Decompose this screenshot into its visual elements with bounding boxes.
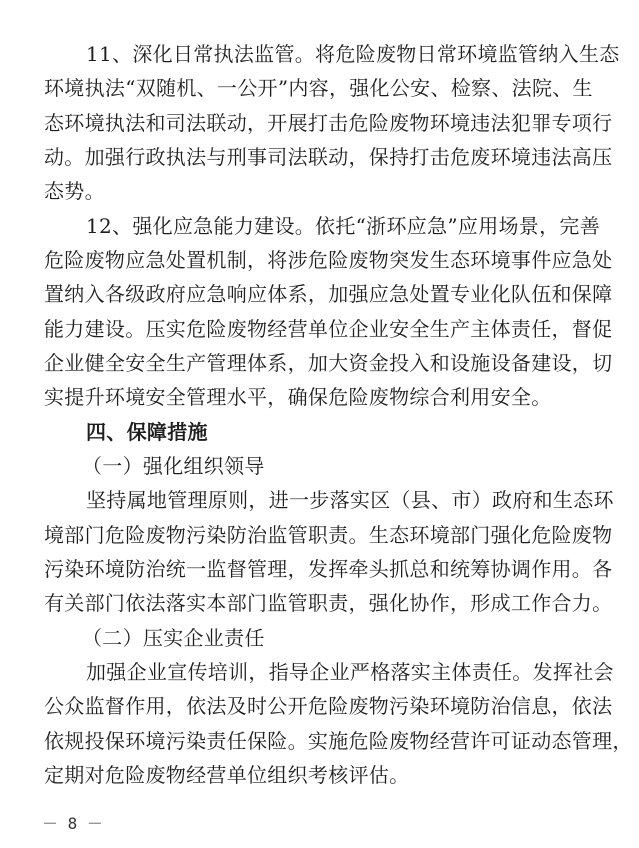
subsection-heading: （一）强化组织领导 [82, 454, 265, 478]
text-line: 能力建设。压实危险废物经营单位企业安全生产主体责任，督促 [44, 317, 613, 341]
text-line: 有关部门依法落实本部门监管职责，强化协作，形成工作合力。 [44, 591, 613, 615]
text-line: 危险废物应急处置机制，将涉危险废物突发生态环境事件应急处 [44, 248, 613, 272]
text-line: 依规投保环境污染责任保险。实施危险废物经营许可证动态管理， [44, 729, 633, 753]
text-line: 12、强化应急能力建设。依托“浙环应急”应用场景，完善 [86, 214, 600, 238]
text-line: 企业健全安全生产管理体系，加大资金投入和设施设备建设，切 [44, 351, 613, 375]
text-line: 11、深化日常执法监管。将危险废物日常环境监管纳入生态 [86, 42, 620, 66]
text-line: 环境执法“双随机、一公开”内容，强化公安、检察、法院、生 [44, 76, 593, 100]
text-line: 动。加强行政执法与刑事司法联动，保持打击危废环境违法高压 [44, 145, 613, 169]
text-line: 加强企业宣传培训，指导企业严格落实主体责任。发挥社会 [86, 660, 614, 684]
text-line: 置纳入各级政府应急响应体系，加强应急处置专业化队伍和保障 [44, 282, 613, 306]
text-line: 坚持属地管理原则，进一步落实区（县、市）政府和生态环 [86, 488, 614, 512]
text-line: 态环境执法和司法联动，开展打击危险废物环境违法犯罪专项行 [44, 111, 613, 135]
text-line: 态势。 [44, 179, 105, 203]
text-line: 公众监督作用，依法及时公开危险废物污染环境防治信息，依法 [44, 694, 613, 718]
text-line: 境部门危险废物污染防治监管职责。生态环境部门强化危险废物 [44, 523, 613, 547]
subsection-heading: （二）压实企业责任 [82, 626, 265, 650]
text-line: 实提升环境安全管理水平，确保危险废物综合利用安全。 [44, 385, 552, 409]
section-heading: 四、保障措施 [86, 420, 208, 444]
page-number: － 8 － [42, 814, 103, 833]
text-line: 污染环境防治统一监督管理，发挥牵头抓总和统筹协调作用。各 [44, 557, 613, 581]
text-line: 定期对危险废物经营单位组织考核评估。 [44, 763, 410, 787]
